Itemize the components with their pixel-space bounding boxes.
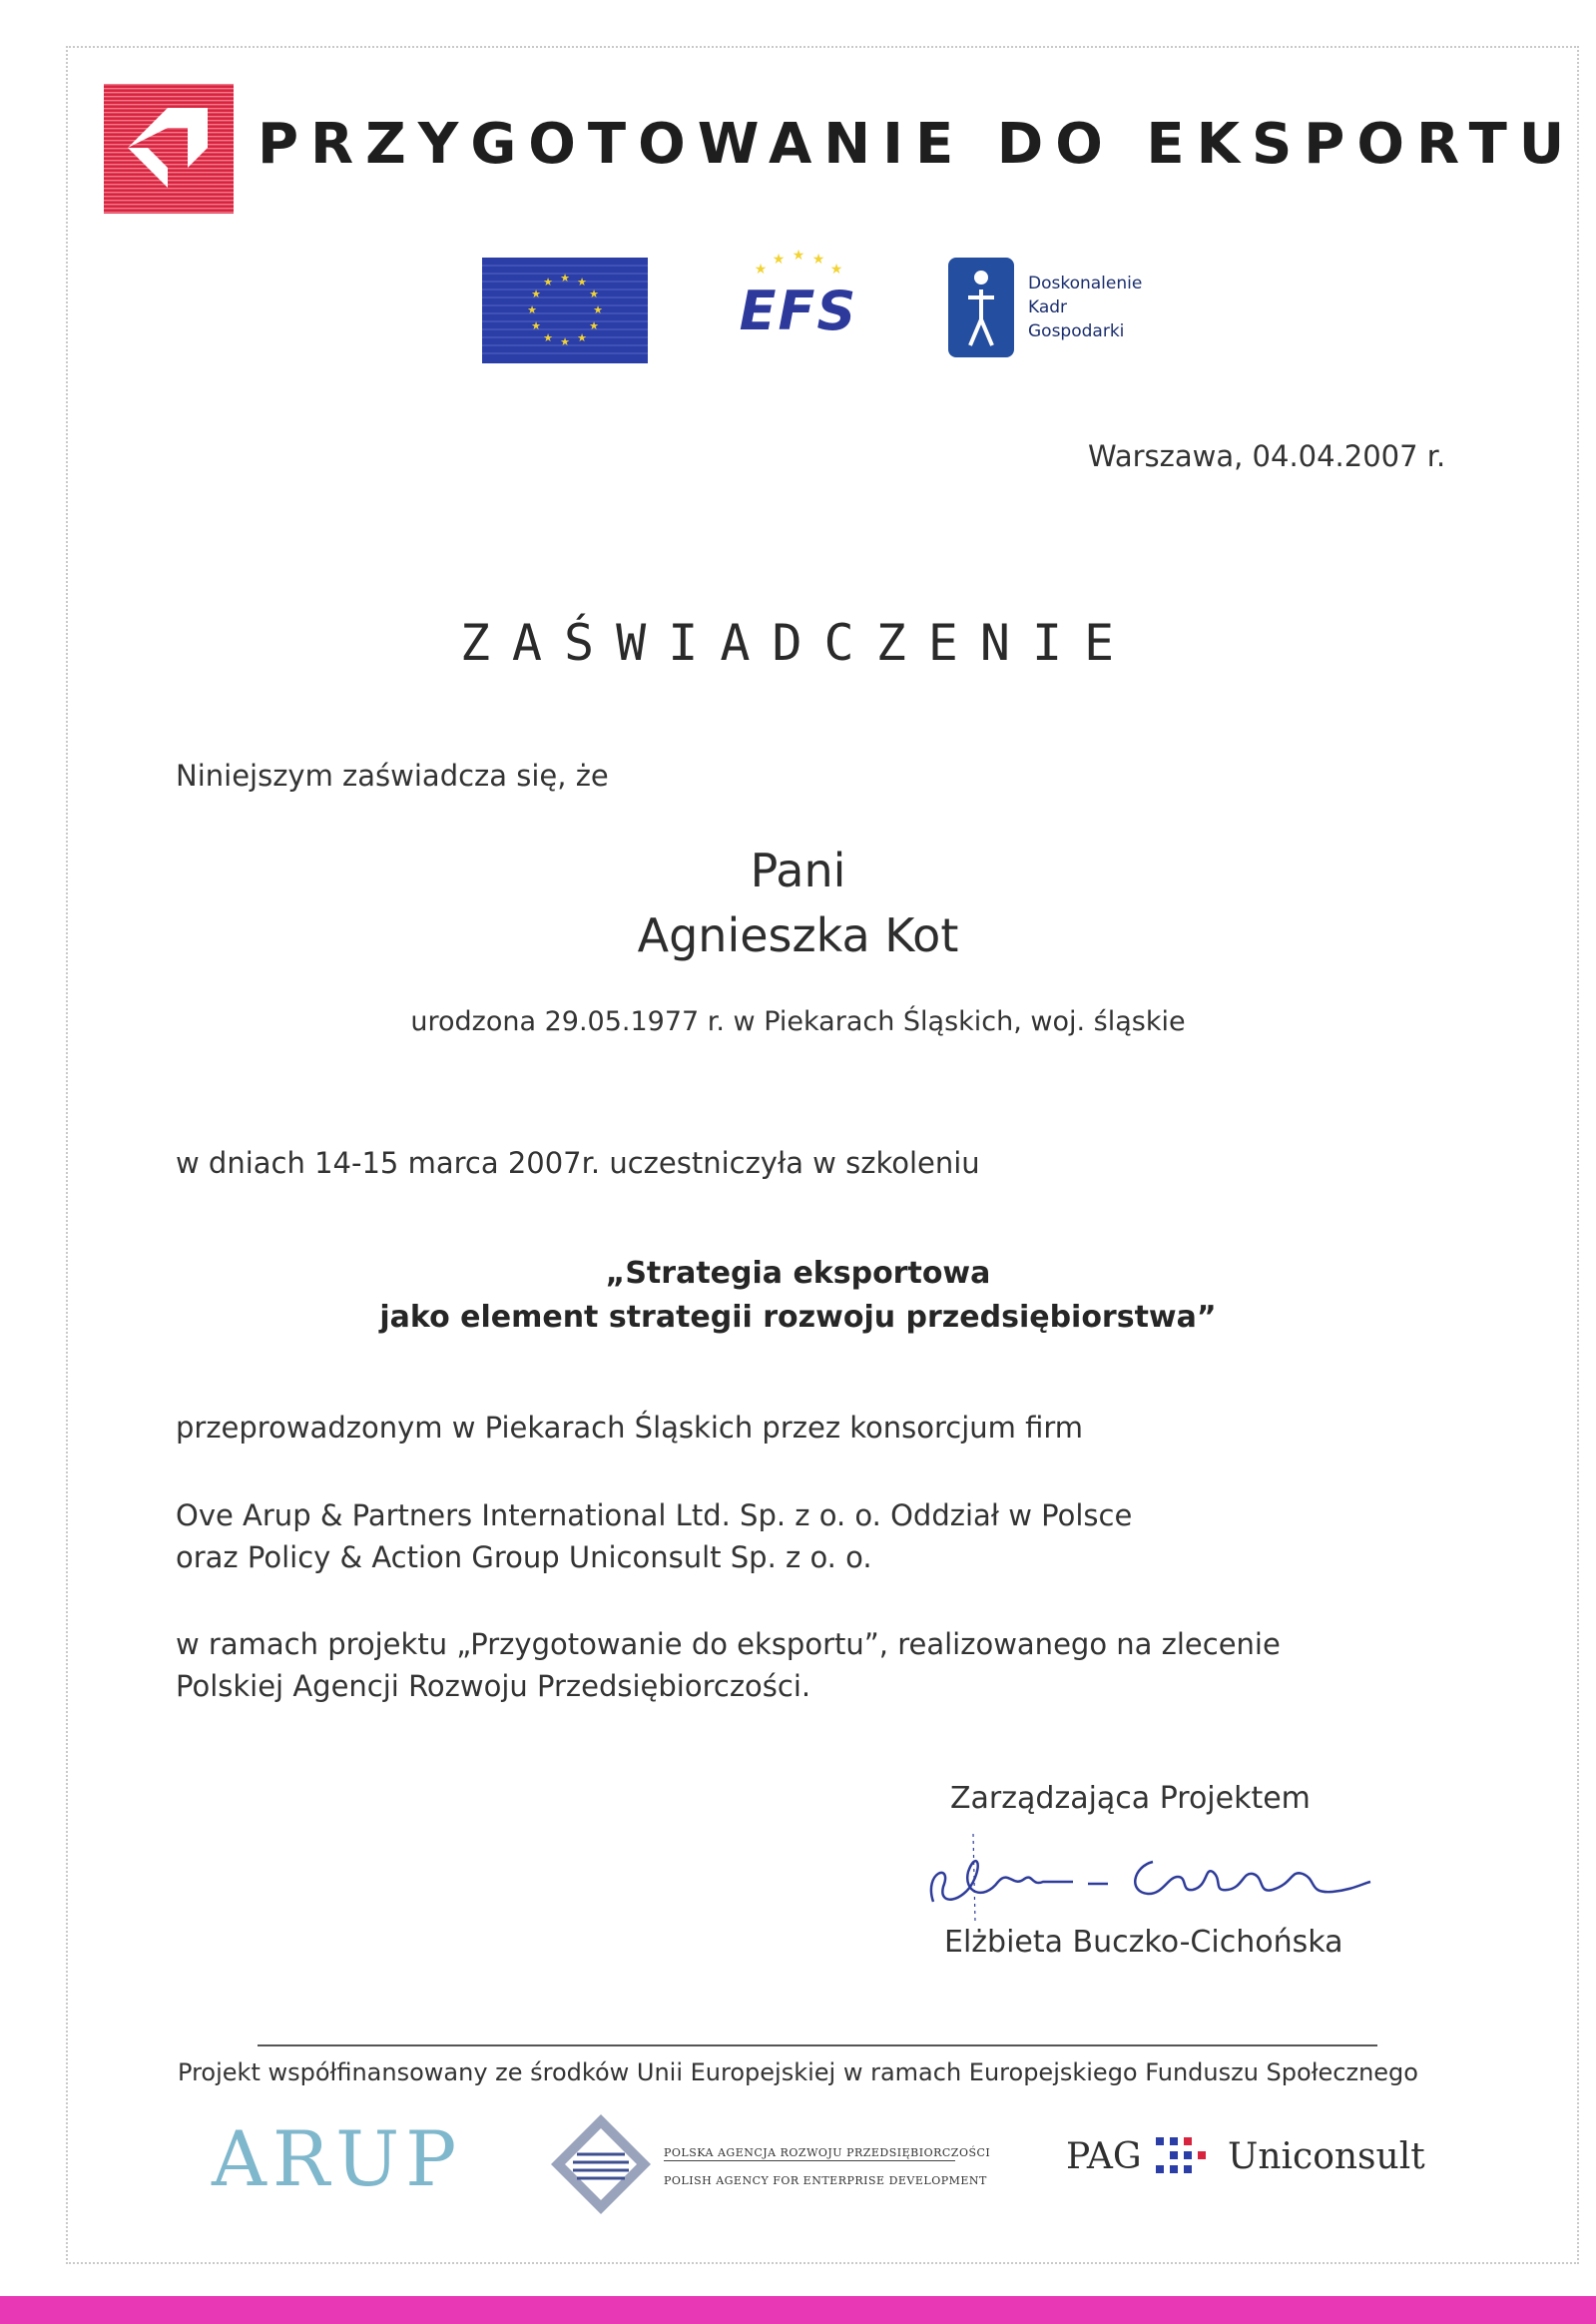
svg-text:★: ★: [543, 276, 553, 289]
consortium-firms: [176, 1494, 1132, 1578]
pag-logo-text: PAG: [1066, 2136, 1142, 2177]
dkg-line: Gospodarki: [1028, 321, 1125, 341]
consortium-line: Ove Arup & Partners International Ltd. Sp. z o. o. Oddział w Polsce: [176, 1498, 1133, 1532]
parp-name-pl: POLSKA AGENCJA ROZWOJU PRZEDSIĘBIORCZOŚCI: [664, 2146, 991, 2159]
recipient-honorific: Pani: [750, 844, 846, 897]
consortium-line: oraz Policy & Action Group Uniconsult Sp. z o. o.: [176, 1540, 872, 1574]
intro-text: Niniejszym zaświadcza się, że: [176, 759, 609, 793]
dkg-line: Kadr: [1028, 297, 1068, 317]
project-info: [176, 1623, 1281, 1707]
course-title: [0, 1252, 1596, 1340]
course-title-line: jako element strategii rozwoju przedsiębiorstwa”: [379, 1300, 1217, 1335]
cofinance-note: Projekt współfinansowany ze środków Unii Europejskiej w ramach Europejskiego Funduszu Społecznego: [178, 2058, 1418, 2086]
eu-flag-icon: [482, 258, 648, 363]
program-title: PRZYGOTOWANIE DO EKSPORTU: [258, 112, 1577, 177]
scan-edge-strip: [0, 2296, 1596, 2324]
training-location: przeprowadzonym w Piekarach Śląskich przez konsorcjum firm: [176, 1411, 1084, 1445]
dkg-line: Doskonalenie: [1028, 274, 1143, 293]
efs-logo-text: EFS: [739, 280, 858, 342]
signatory-role: Zarządzająca Projektem: [950, 1781, 1311, 1816]
parp-logo-text: [664, 2139, 990, 2195]
svg-text:★: ★: [560, 335, 570, 348]
parp-divider: [664, 2160, 955, 2161]
uniconsult-logo-text: Uniconsult: [1228, 2136, 1425, 2177]
svg-text:★: ★: [589, 319, 599, 332]
svg-text:★: ★: [593, 303, 603, 316]
issue-date: Warszawa, 04.04.2007 r.: [1088, 439, 1446, 473]
recipient-name: Agnieszka Kot: [637, 908, 959, 962]
svg-text:★: ★: [772, 252, 786, 268]
arup-logo: ARUP: [212, 2114, 463, 2203]
svg-text:★: ★: [527, 303, 537, 316]
svg-text:★: ★: [754, 262, 768, 278]
svg-text:★: ★: [829, 262, 843, 278]
svg-text:★: ★: [560, 272, 570, 285]
handwritten-signature: [913, 1832, 1372, 1922]
signatory-name: Elżbieta Buczko-Cichońska: [944, 1925, 1343, 1960]
svg-text:★: ★: [589, 288, 599, 300]
export-program-logo: [104, 84, 234, 214]
svg-text:★: ★: [531, 319, 541, 332]
course-title-line: „Strategia eksportowa: [605, 1256, 991, 1291]
svg-text:★: ★: [792, 250, 805, 264]
svg-text:★: ★: [811, 252, 825, 268]
parp-name-en: POLISH AGENCY FOR ENTERPRISE DEVELOPMENT: [664, 2174, 987, 2187]
svg-text:★: ★: [531, 288, 541, 300]
project-line: w ramach projektu „Przygotowanie do eksportu”, realizowanego na zlecenie: [176, 1627, 1281, 1661]
svg-text:★: ★: [577, 331, 587, 344]
uniconsult-dots-icon: [1152, 2131, 1212, 2187]
svg-text:★: ★: [577, 276, 587, 289]
document-title: ZAŚWIADCZENIE: [459, 614, 1137, 672]
svg-text:★: ★: [543, 331, 553, 344]
dkg-logo-text: [1028, 272, 1142, 343]
project-line: Polskiej Agencji Rozwoju Przedsiębiorczości.: [176, 1669, 811, 1703]
dkg-logo-icon: [948, 258, 1014, 357]
parp-logo-icon: [551, 2114, 651, 2214]
participation-text: w dniach 14-15 marca 2007r. uczestniczyła w szkoleniu: [176, 1146, 980, 1180]
footer-divider: [258, 2044, 1377, 2046]
birth-details: urodzona 29.05.1977 r. w Piekarach Śląskich, woj. śląskie: [410, 1006, 1186, 1037]
